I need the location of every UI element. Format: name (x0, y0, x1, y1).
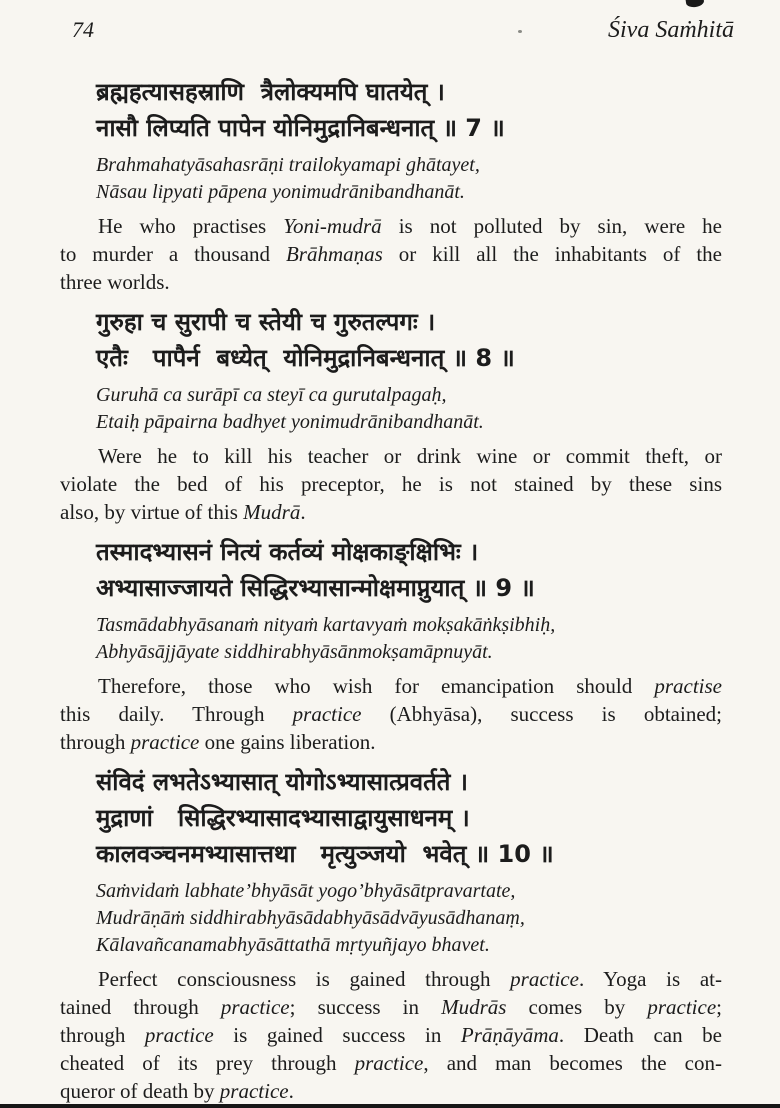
text-run: ; (716, 995, 723, 1019)
verse-10-transliteration (96, 878, 722, 959)
transliteration-line: Tasmādabhyāsanaṁ nityaṁ kartavyaṁ mokṣakāṅkṣibhiḥ, (96, 614, 556, 636)
text-run: Perfect consciousness is gained through (98, 967, 511, 991)
verse-10-sanskrit (96, 764, 722, 872)
page-number: 74 (72, 17, 94, 42)
text-run: He who practises (98, 214, 284, 238)
sanskrit-verse-line: कालवञ्चनमभ्यासात्तथा मृत्युञ्जयो भवेत् ॥ 10 ॥ (96, 840, 554, 868)
verse-8-sanskrit (96, 304, 722, 376)
translation-text-line (60, 700, 722, 728)
sanskrit-verse-line: तस्मादभ्यासनं नित्यं कर्तव्यं मोक्षकाङ्क्षिभिः । (96, 538, 479, 566)
italic-term: practice (130, 730, 200, 754)
italic-term: Brāhmaṇas (285, 242, 383, 266)
book-title: Śiva Saṁhitā (608, 17, 734, 43)
verse-9-sanskrit (96, 534, 722, 606)
translation-text-line (60, 498, 722, 526)
translation-verse-8 (60, 442, 722, 526)
text-run: violate the bed of his preceptor, he is not stained by these sins (60, 472, 722, 496)
text-run: . Death can be (558, 1023, 722, 1047)
italic-term: Prāṇāyāma (460, 1023, 559, 1047)
translation-text-line (60, 442, 722, 470)
transliteration-line: Guruhā ca surāpī ca steyī ca gurutalpagaḥ, (96, 384, 447, 406)
sanskrit-verse-line: संविदं लभतेऽभ्यासात् योगोऽभ्यासात्प्रवर्तते । (96, 768, 468, 796)
text-run: . (288, 1079, 294, 1103)
translation-text-line (60, 1077, 722, 1105)
text-run: three worlds. (60, 270, 170, 294)
text-run: is not polluted by sin, were he (381, 214, 722, 238)
translation-text-line (60, 240, 722, 268)
translation-verse-9 (60, 672, 722, 756)
text-run: (Abhyāsa), success is obtained; (361, 702, 722, 726)
translation-verse-10 (60, 965, 722, 1105)
text-run: or kill all the inhabitants of the (382, 242, 723, 266)
text-run: comes by (506, 995, 648, 1019)
translation-text-line (60, 268, 722, 296)
sanskrit-verse-line: मुद्राणां सिद्धिरभ्यासादभ्यासाद्वायुसाधनम् । (96, 804, 470, 832)
italic-term: practice (219, 1079, 289, 1103)
transliteration-line: Abhyāsājjāyate siddhirabhyāsānmokṣamāpnuyāt. (96, 641, 493, 663)
verse-7-sanskrit (96, 74, 722, 146)
translation-text-line (60, 728, 722, 756)
text-run: one gains liberation. (199, 730, 376, 754)
sanskrit-verse-line: ब्रह्महत्यासहस्राणि त्रैलोक्यमपि घातयेत् । (96, 78, 445, 106)
transliteration-line: Saṁvidaṁ labhate’bhyāsāt yogo’bhyāsātpravartate, (96, 880, 516, 902)
translation-text-line (60, 470, 722, 498)
transliteration-line: Kālavañcanamabhyāsāttathā mṛtyuñjayo bhavet. (96, 934, 490, 956)
italic-term: Mudrā (243, 500, 301, 524)
text-run: this daily. Through (60, 702, 293, 726)
italic-term: practice (220, 995, 290, 1019)
translation-text-line (60, 1021, 722, 1049)
text-run: . Yoga is at- (578, 967, 722, 991)
italic-term: practise (654, 674, 722, 698)
sanskrit-verse-line: गुरुहा च सुरापी च स्तेयी च गुरुतल्पगः । (96, 308, 436, 336)
translation-text-line (60, 1049, 722, 1077)
verse-7-transliteration (96, 152, 722, 206)
translation-text-line (60, 212, 722, 240)
italic-term: practice (144, 1023, 214, 1047)
italic-term: practice (354, 1051, 424, 1075)
text-run: is gained success in (213, 1023, 461, 1047)
text-run: to murder a thousand (60, 242, 286, 266)
transliteration-line: Mudrāṇāṁ siddhirabhyāsādabhyāsādvāyusādhanaṃ, (96, 907, 525, 929)
text-run: also, by virtue of this (60, 500, 244, 524)
transliteration-line: Etaiḥ pāpairna badhyet yonimudrānibandhanāt. (96, 411, 484, 433)
translation-text-line (60, 672, 722, 700)
italic-term: practice (510, 967, 579, 991)
text-run: Were he to kill his teacher or drink wine or commit theft, or (98, 444, 722, 468)
italic-term: Yoni-mudrā (283, 214, 382, 238)
text-run: through (60, 730, 131, 754)
sanskrit-verse-line: नासौ लिप्यति पापेन योनिमुद्रानिबन्धनात् ॥ 7 ॥ (96, 114, 505, 142)
translation-text-line (60, 965, 722, 993)
transliteration-line: Brahmahatyāsahasrāṇi trailokyamapi ghātayet, (96, 154, 480, 176)
text-run: Therefore, those who wish for emancipation should (98, 674, 655, 698)
scan-speck (518, 30, 522, 33)
scan-edge-bottom (0, 1104, 780, 1108)
verse-8-transliteration (96, 382, 722, 436)
verse-9-transliteration (96, 612, 722, 666)
text-run: , and man becomes the con- (423, 1051, 723, 1075)
text-run: queror of death by (60, 1079, 220, 1103)
text-run: through (60, 1023, 145, 1047)
page-body (0, 46, 780, 1105)
italic-term: practice (647, 995, 717, 1019)
translation-verse-7 (60, 212, 722, 296)
text-run: tained through (60, 995, 221, 1019)
text-run: cheated of its prey through (60, 1051, 355, 1075)
sanskrit-verse-line: एतैः पापैर्न बध्येत् योनिमुद्रानिबन्धनात् ॥ 8 ॥ (96, 344, 515, 372)
page-header (0, 0, 780, 46)
italic-term: Mudrās (441, 995, 507, 1019)
sanskrit-verse-line: अभ्यासाज्जायते सिद्धिरभ्यासान्मोक्षमाप्नुयात् ॥ 9 ॥ (96, 574, 535, 602)
italic-term: practice (292, 702, 362, 726)
transliteration-line: Nāsau lipyati pāpena yonimudrānibandhanāt. (96, 181, 465, 203)
text-run: ; success in (289, 995, 442, 1019)
translation-text-line (60, 993, 722, 1021)
text-run: . (300, 500, 306, 524)
